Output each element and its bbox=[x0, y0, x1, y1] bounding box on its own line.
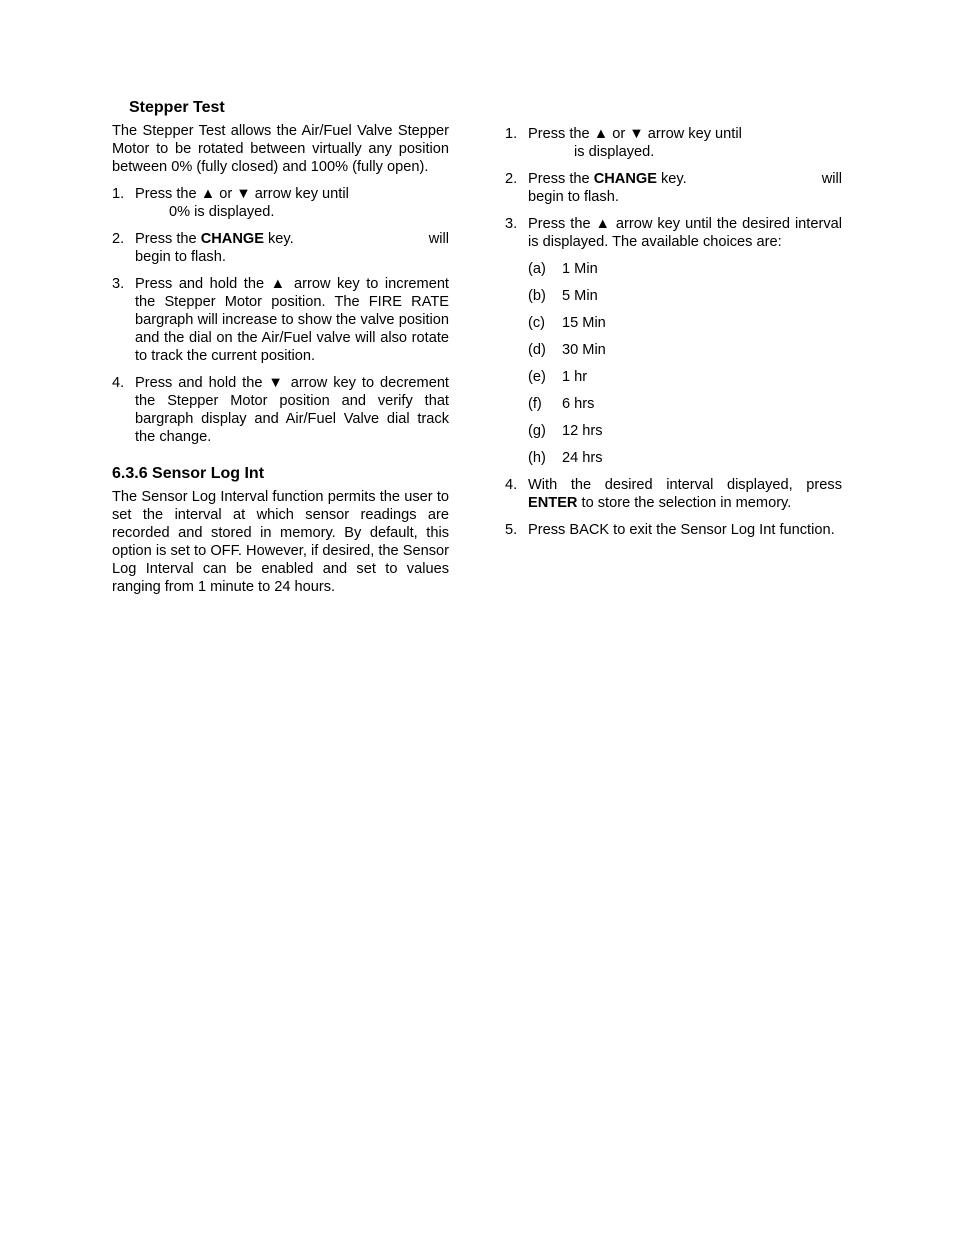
list-item: 4. With the desired interval displayed, press ENTER to store the selection in memory. bbox=[505, 477, 842, 511]
sensor-log-heading: 6.3.6 Sensor Log Int bbox=[112, 465, 265, 482]
list-item: 3. Press and hold the ▲ arrow key to increment the Stepper Motor position. The FIRE RATE bargraph will increase to show the valve position and the dial on the Air/Fuel valve will also rotate to track the current position. bbox=[112, 276, 449, 364]
interval-choices-list bbox=[528, 260, 842, 467]
sensor-log-intro: The Sensor Log Interval function permits the user to set the interval at which sensor readings are recorded and stored in memory. By default, this option is set to OFF. However, if desired, the Sensor Log Interval can be enabled and set to values ranging from 1 minute to 24 hours. bbox=[112, 489, 449, 595]
list-item: (a) 1 Min bbox=[528, 261, 598, 277]
list-item: (c) 15 Min bbox=[528, 315, 606, 331]
list-item: 3. Press the ▲ arrow key until the desired interval is displayed. The available choices are: (a) 1 Min (b) 5 Min (c) 15 Min (d) 30 Min (e) 1 hr (f) 6 hrs (g) 12 hrs (h) 24 hrs bbox=[505, 216, 842, 466]
list-item: 2. Press the CHANGE key. will begin to flash. bbox=[112, 231, 449, 265]
change-key-label: CHANGE bbox=[593, 171, 657, 187]
right-column bbox=[505, 125, 842, 548]
list-item: 4. Press and hold the ▼ arrow key to decrement the Stepper Motor position and verify that bargraph display and Air/Fuel Valve dial track the change. bbox=[112, 375, 449, 445]
list-item: 1. Press the ▲ or ▼ arrow key until 0% is displayed. bbox=[112, 186, 349, 220]
list-item: 1. Press the ▲ or ▼ arrow key until is displayed. bbox=[505, 126, 742, 160]
sensor-steps-list bbox=[505, 125, 842, 539]
stepper-test-intro: The Stepper Test allows the Air/Fuel Valve Stepper Motor to be rotated between virtually any position between 0% (fully closed) and 100% (fully open). bbox=[112, 123, 449, 175]
change-key-label: CHANGE bbox=[200, 231, 264, 247]
enter-key-label: ENTER bbox=[528, 495, 578, 511]
list-item: 5. Press BACK to exit the Sensor Log Int function. bbox=[505, 522, 835, 538]
stepper-test-heading: Stepper Test bbox=[129, 99, 225, 116]
list-item: (e) 1 hr bbox=[528, 369, 588, 385]
stepper-steps-list bbox=[112, 185, 449, 446]
left-column bbox=[112, 98, 449, 596]
list-item: (b) 5 Min bbox=[528, 288, 598, 304]
list-item: (h) 24 hrs bbox=[528, 450, 603, 466]
list-item: (g) 12 hrs bbox=[528, 423, 603, 439]
list-item: 2. Press the CHANGE key. will begin to flash. bbox=[505, 171, 842, 205]
list-item: (d) 30 Min bbox=[528, 342, 606, 358]
list-item: (f) 6 hrs bbox=[528, 396, 595, 412]
